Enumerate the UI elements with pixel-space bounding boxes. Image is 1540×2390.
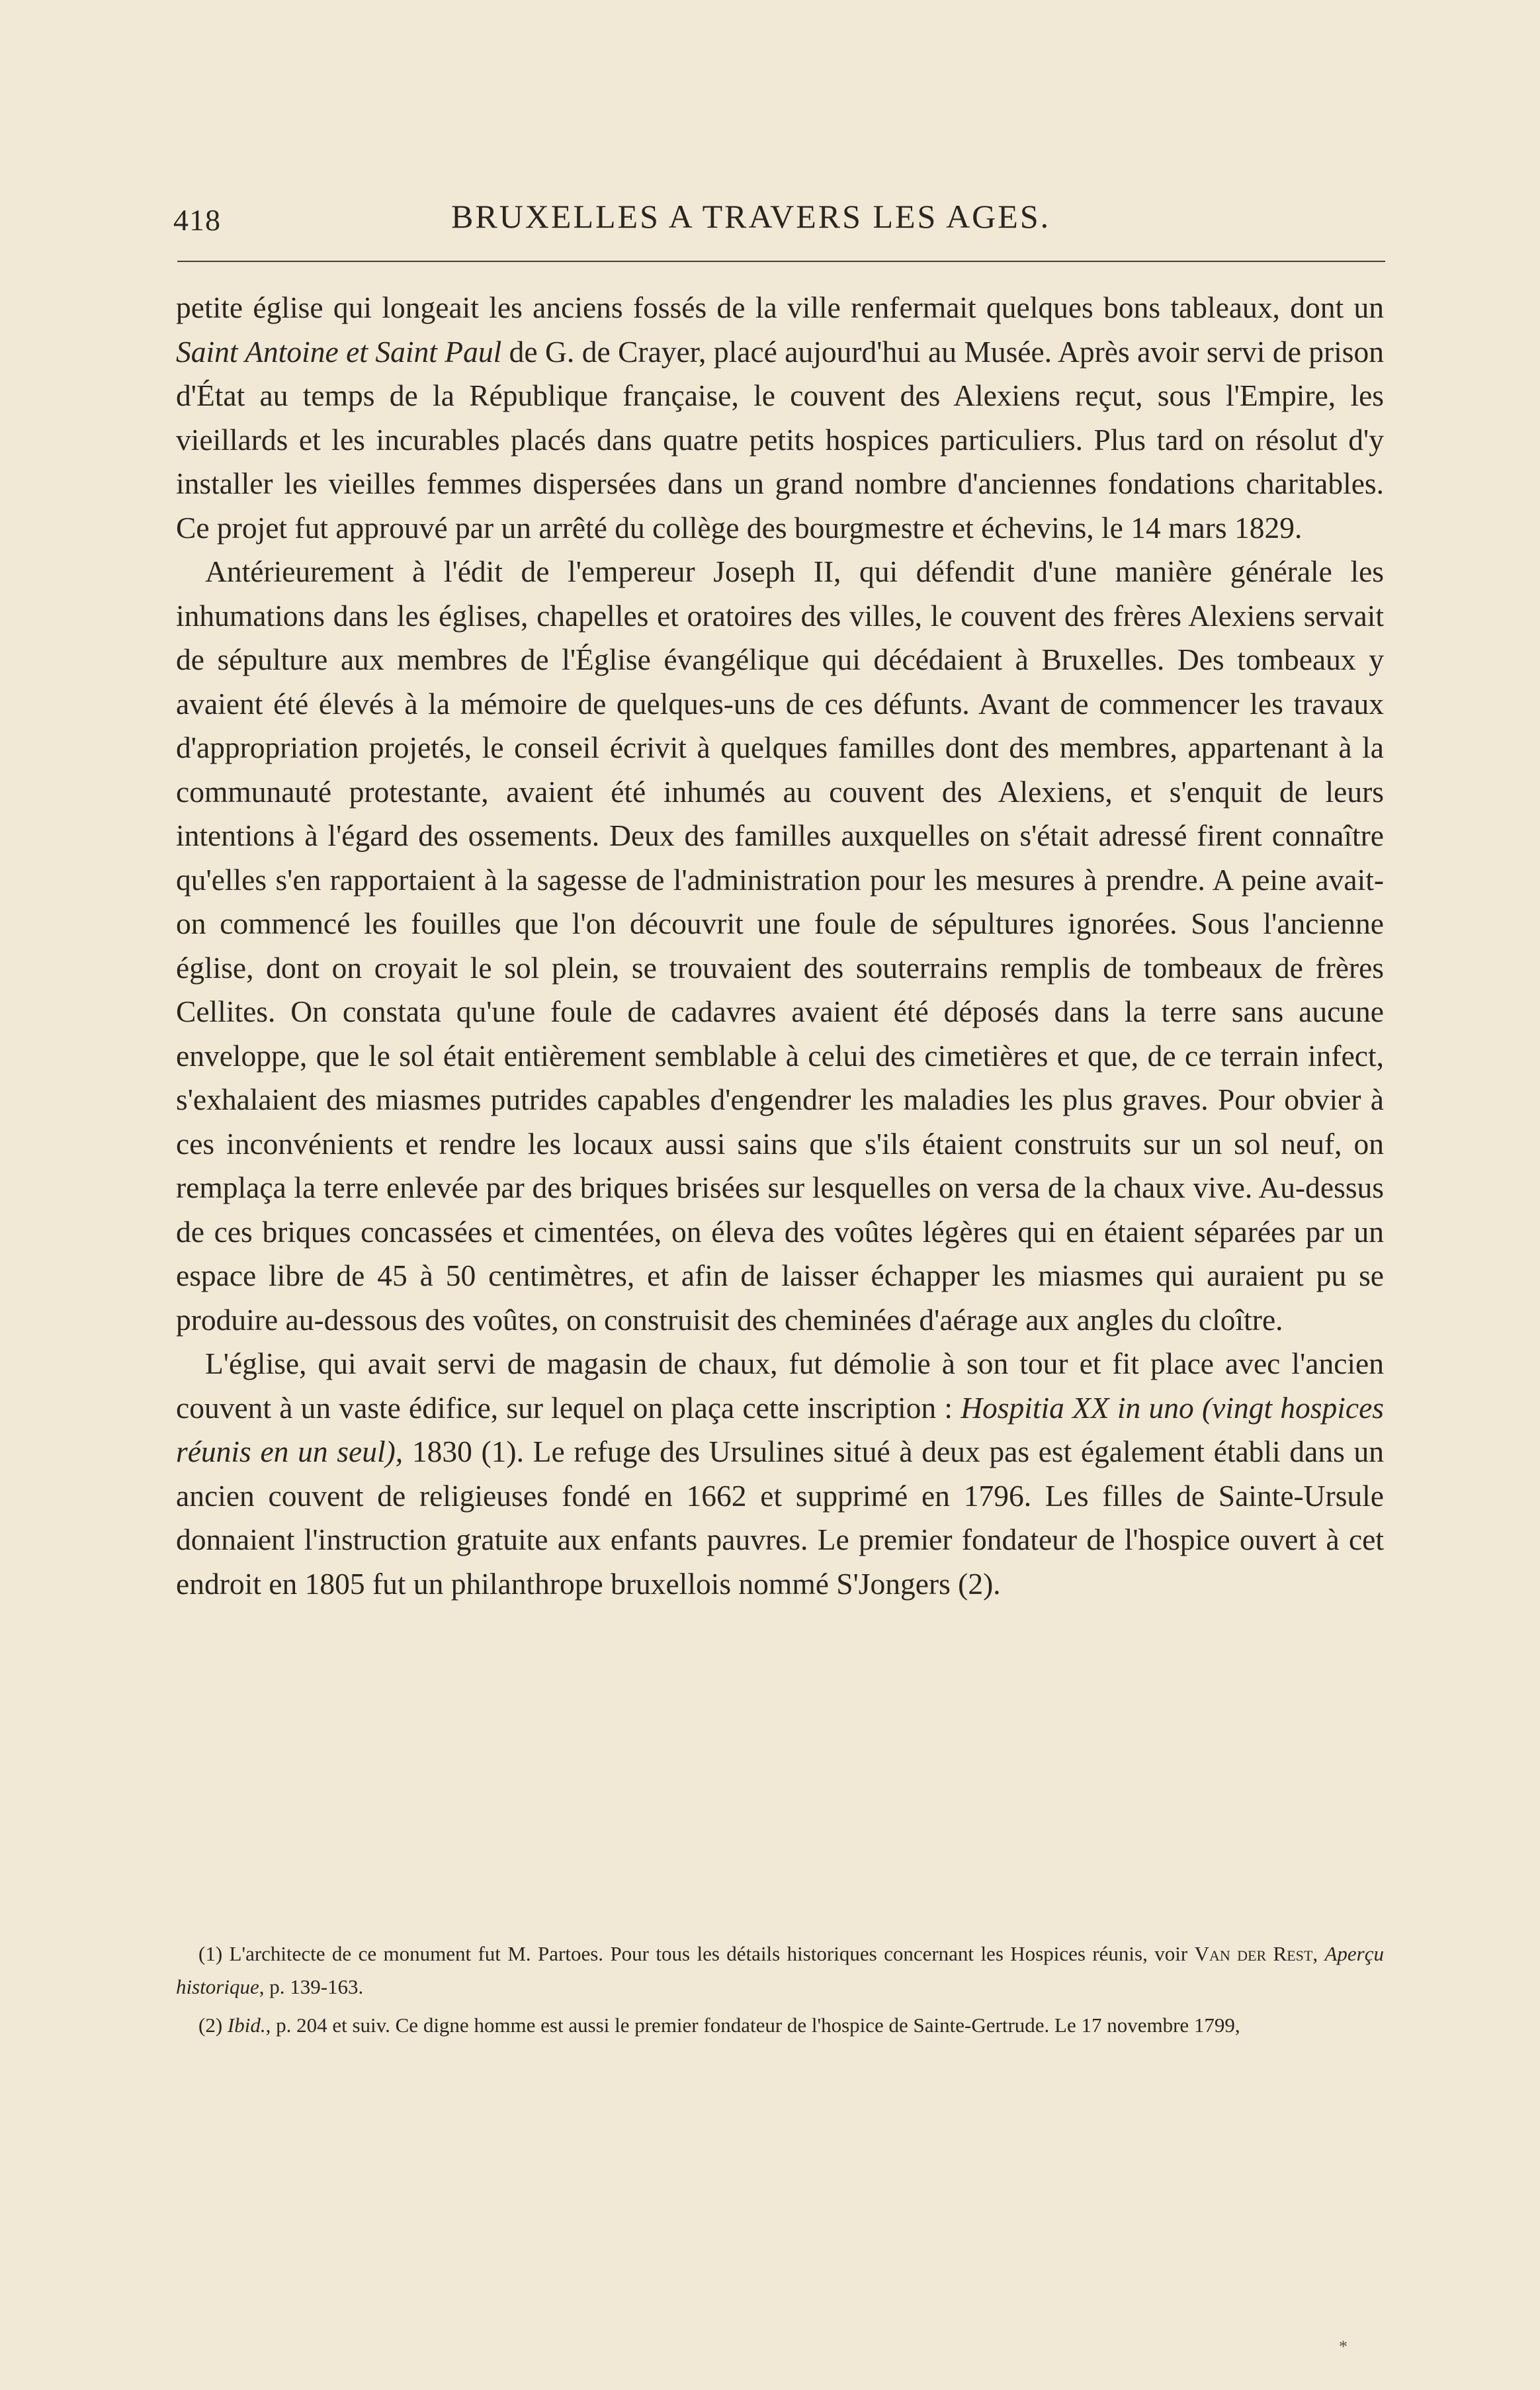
footnote-1 (176, 1937, 1384, 2004)
footnote-1-author: Van der Rest (1194, 1942, 1313, 1965)
footnote-2-text-b: , p. 204 et suiv. Ce digne homme est aussi le premier fondateur de l'hospice de Sainte-Gertrude. Le 17 novembre 1799, (265, 2014, 1240, 2037)
paragraph-3-inscription: Hospitia XX in uno (vingt hospices réunis en un seul), (176, 1390, 1384, 1468)
footnote-2-text-a: (2) (198, 2014, 228, 2037)
footnote-1-text-a: (1) L'architecte de ce monument fut M. Partoes. Pour tous les détails historiques concernant les Hospices réunis, voir (198, 1942, 1195, 1965)
paragraph-1-text-a: petite église qui longeait les anciens fossés de la ville renfermait quelques bons tableaux, dont un (176, 290, 1384, 324)
running-header (173, 196, 1385, 249)
paragraph-1 (176, 286, 1384, 550)
footnote-1-book-title: Aperçu historique (176, 1942, 1384, 1998)
footnote-1-text-b: , (1312, 1942, 1325, 1965)
header-rule (177, 261, 1385, 262)
body-text (176, 286, 1384, 1606)
running-title: BRUXELLES A TRAVERS LES AGES. (451, 198, 1051, 235)
paragraph-3 (176, 1342, 1384, 1606)
paragraph-2: Antérieurement à l'édit de l'empereur Joseph II, qui défendit d'une manière générale les inhumations dans les églises, chapelles et oratoires des villes, le couvent des frères Alexiens servait de sépulture aux membres de l'Église évangélique qui décédaient à Bruxelles. Des tombeaux y avaient été élevés à la mémoire de quelques-uns de ces défunts. Avant de commencer les travaux d'appropriation projetés, le conseil écrivit à quelques familles dont des membres, appartenant à la communauté protestante, avaient été inhumés au couvent des Alexiens, et s'enquit de leurs intentions à l'égard des ossements. Deux des familles auxquelles on s'était adressé firent connaître qu'elles s'en rapportaient à la sagesse de l'administration pour les mesures à prendre. A peine avait-on commencé les fouilles que l'on découvrit une foule de sépultures ignorées. Sous l'ancienne église, dont on croyait le sol plein, se trouvaient des souterrains remplis de tombeaux de frères Cellites. On constata qu'une foule de cadavres avaient été déposés dans la terre sans aucune enveloppe, que le sol était entièrement semblable à celui des cimetières et que, de ce terrain infect, s'exhalaient des miasmes putrides capables d'engendrer les maladies les plus graves. Pour obvier à ces inconvénients et rendre les locaux aussi sains que s'ils étaient construits sur un sol neuf, on remplaça la terre enlevée par des briques brisées sur lesquelles on versa de la chaux vive. Au-dessus de ces briques concassées et cimentées, on éleva des voûtes légères qui en étaient séparées par un espace libre de 45 à 50 centimètres, et afin de laisser échapper les miasmes qui auraient pu se produire au-dessous des voûtes, on construisit des cheminées d'aérage aux angles du cloître. (176, 554, 1384, 1337)
footnote-2-ibid: Ibid. (227, 2014, 266, 2037)
paragraph-3-text-a: L'église, qui avait servi de magasin de chaux, fut démolie à son tour et fit place avec l'ancien couvent à un vaste édifice, sur lequel on plaça cette inscription : (176, 1347, 1384, 1425)
footnote-1-text-c: , p. 139-163. (259, 1975, 364, 1998)
paragraph-1-artwork-title: Saint Antoine et Saint Paul (176, 334, 502, 369)
signature-mark: * (1339, 2337, 1348, 2356)
paragraph-1-text-b: de G. de Crayer, placé aujourd'hui au Musée. Après avoir servi de prison d'État au temps de la République française, le couvent des Alexiens reçut, sous l'Empire, les vieillards et les incurables placés dans quatre petits hospices particuliers. Plus tard on résolut d'y installer les vieilles femmes dispersées dans un grand nombre d'anciennes fondations charitables. Ce projet fut approuvé par un arrêté du collège des bourgmestre et échevins, le 14 mars 1829. (176, 334, 1384, 545)
footnotes (176, 1937, 1384, 2042)
footnote-2 (176, 2009, 1384, 2042)
paragraph-3-text-b: 1830 (1). Le refuge des Ursulines situé à deux pas est également établi dans un ancien couvent de religieuses fondé en 1662 et supprimé en 1796. Les filles de Sainte-Ursule donnaient l'instruction gratuite aux enfants pauvres. Le premier fondateur de l'hospice ouvert à cet endroit en 1805 fut un philanthrope bruxellois nommé S'Jongers (2). (176, 1435, 1385, 1601)
page-number: 418 (173, 203, 221, 237)
